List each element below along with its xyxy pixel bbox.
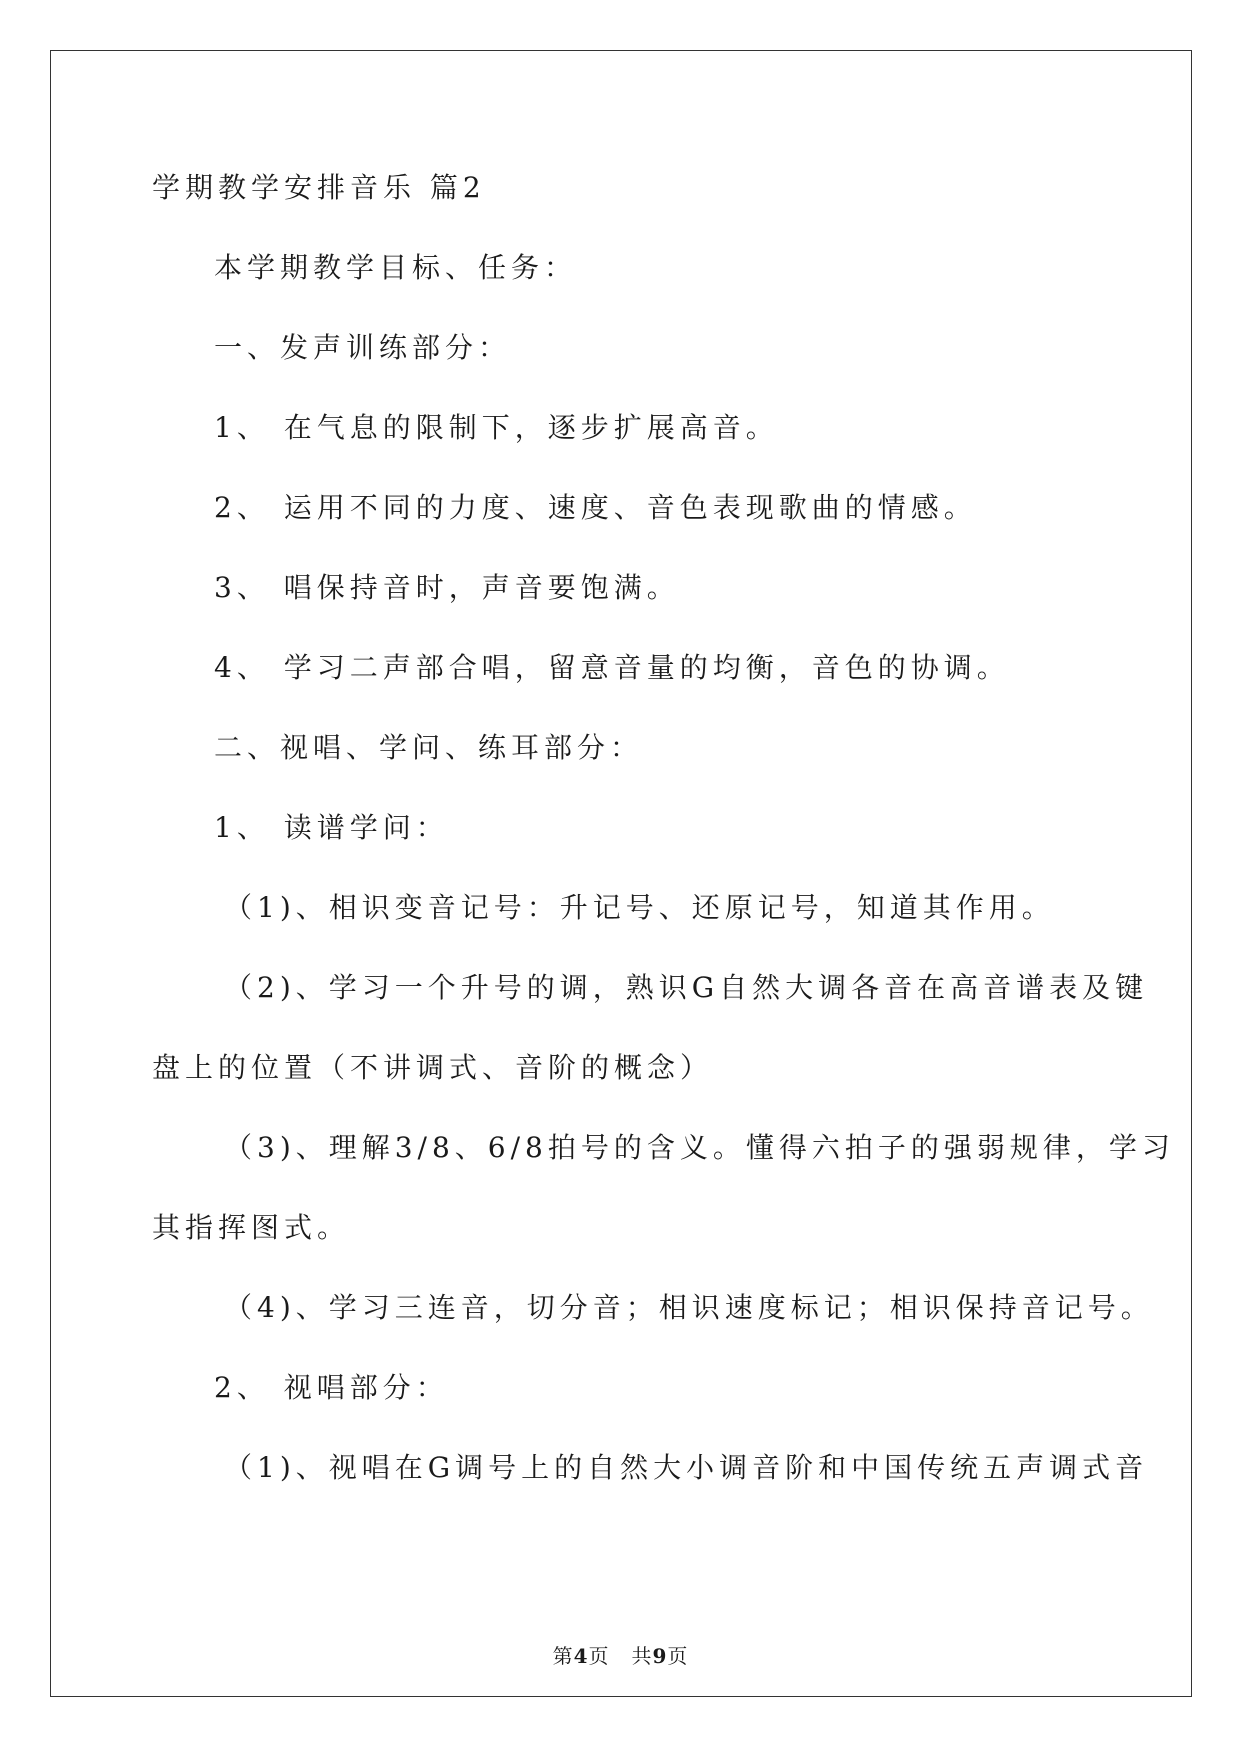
document-body xyxy=(152,168,1175,1528)
paragraph-line: 盘上的位置（不讲调式、音阶的概念） xyxy=(152,1051,714,1084)
page-prefix: 第 xyxy=(552,1644,574,1668)
total-pages: 9 xyxy=(652,1644,668,1668)
document-title: 学期教学安排音乐 篇2 xyxy=(152,171,486,204)
paragraph-line: （3)、理解3/8、6/8拍号的含义。懂得六拍子的强弱规律，学习 xyxy=(224,1131,1175,1164)
paragraph-line: 4、 学习二声部合唱，留意音量的均衡，音色的协调。 xyxy=(214,651,1010,684)
paragraph-line: 本学期教学目标、任务： xyxy=(214,251,578,284)
total-prefix: 共 xyxy=(631,1644,653,1668)
paragraph-line: 1、 在气息的限制下，逐步扩展高音。 xyxy=(214,411,779,444)
paragraph-line: 2、 视唱部分： xyxy=(214,1371,449,1404)
page-suffix: 页 xyxy=(588,1644,610,1668)
page-footer xyxy=(0,1640,1241,1669)
page-number: 4 xyxy=(573,1644,589,1668)
paragraph-line: （4)、学习三连音，切分音；相识速度标记；相识保持音记号。 xyxy=(224,1291,1154,1324)
paragraph-line: 2、 运用不同的力度、速度、音色表现歌曲的情感。 xyxy=(214,491,977,524)
paragraph-line: （1)、相识变音记号：升记号、还原记号，知道其作用。 xyxy=(224,891,1055,924)
paragraph-line: 1、 读谱学问： xyxy=(214,811,449,844)
paragraph-line: 3、 唱保持音时，声音要饱满。 xyxy=(214,571,680,604)
paragraph-line: （1)、视唱在G调号上的自然大小调音阶和中国传统五声调式音 xyxy=(224,1451,1149,1484)
total-suffix: 页 xyxy=(667,1644,689,1668)
paragraph-line: （2)、学习一个升号的调，熟识G自然大调各音在高音谱表及键 xyxy=(224,971,1149,1004)
paragraph-line: 二、视唱、学问、练耳部分： xyxy=(214,731,644,764)
paragraph-line: 其指挥图式。 xyxy=(152,1211,351,1244)
paragraph-line: 一、发声训练部分： xyxy=(214,331,512,364)
